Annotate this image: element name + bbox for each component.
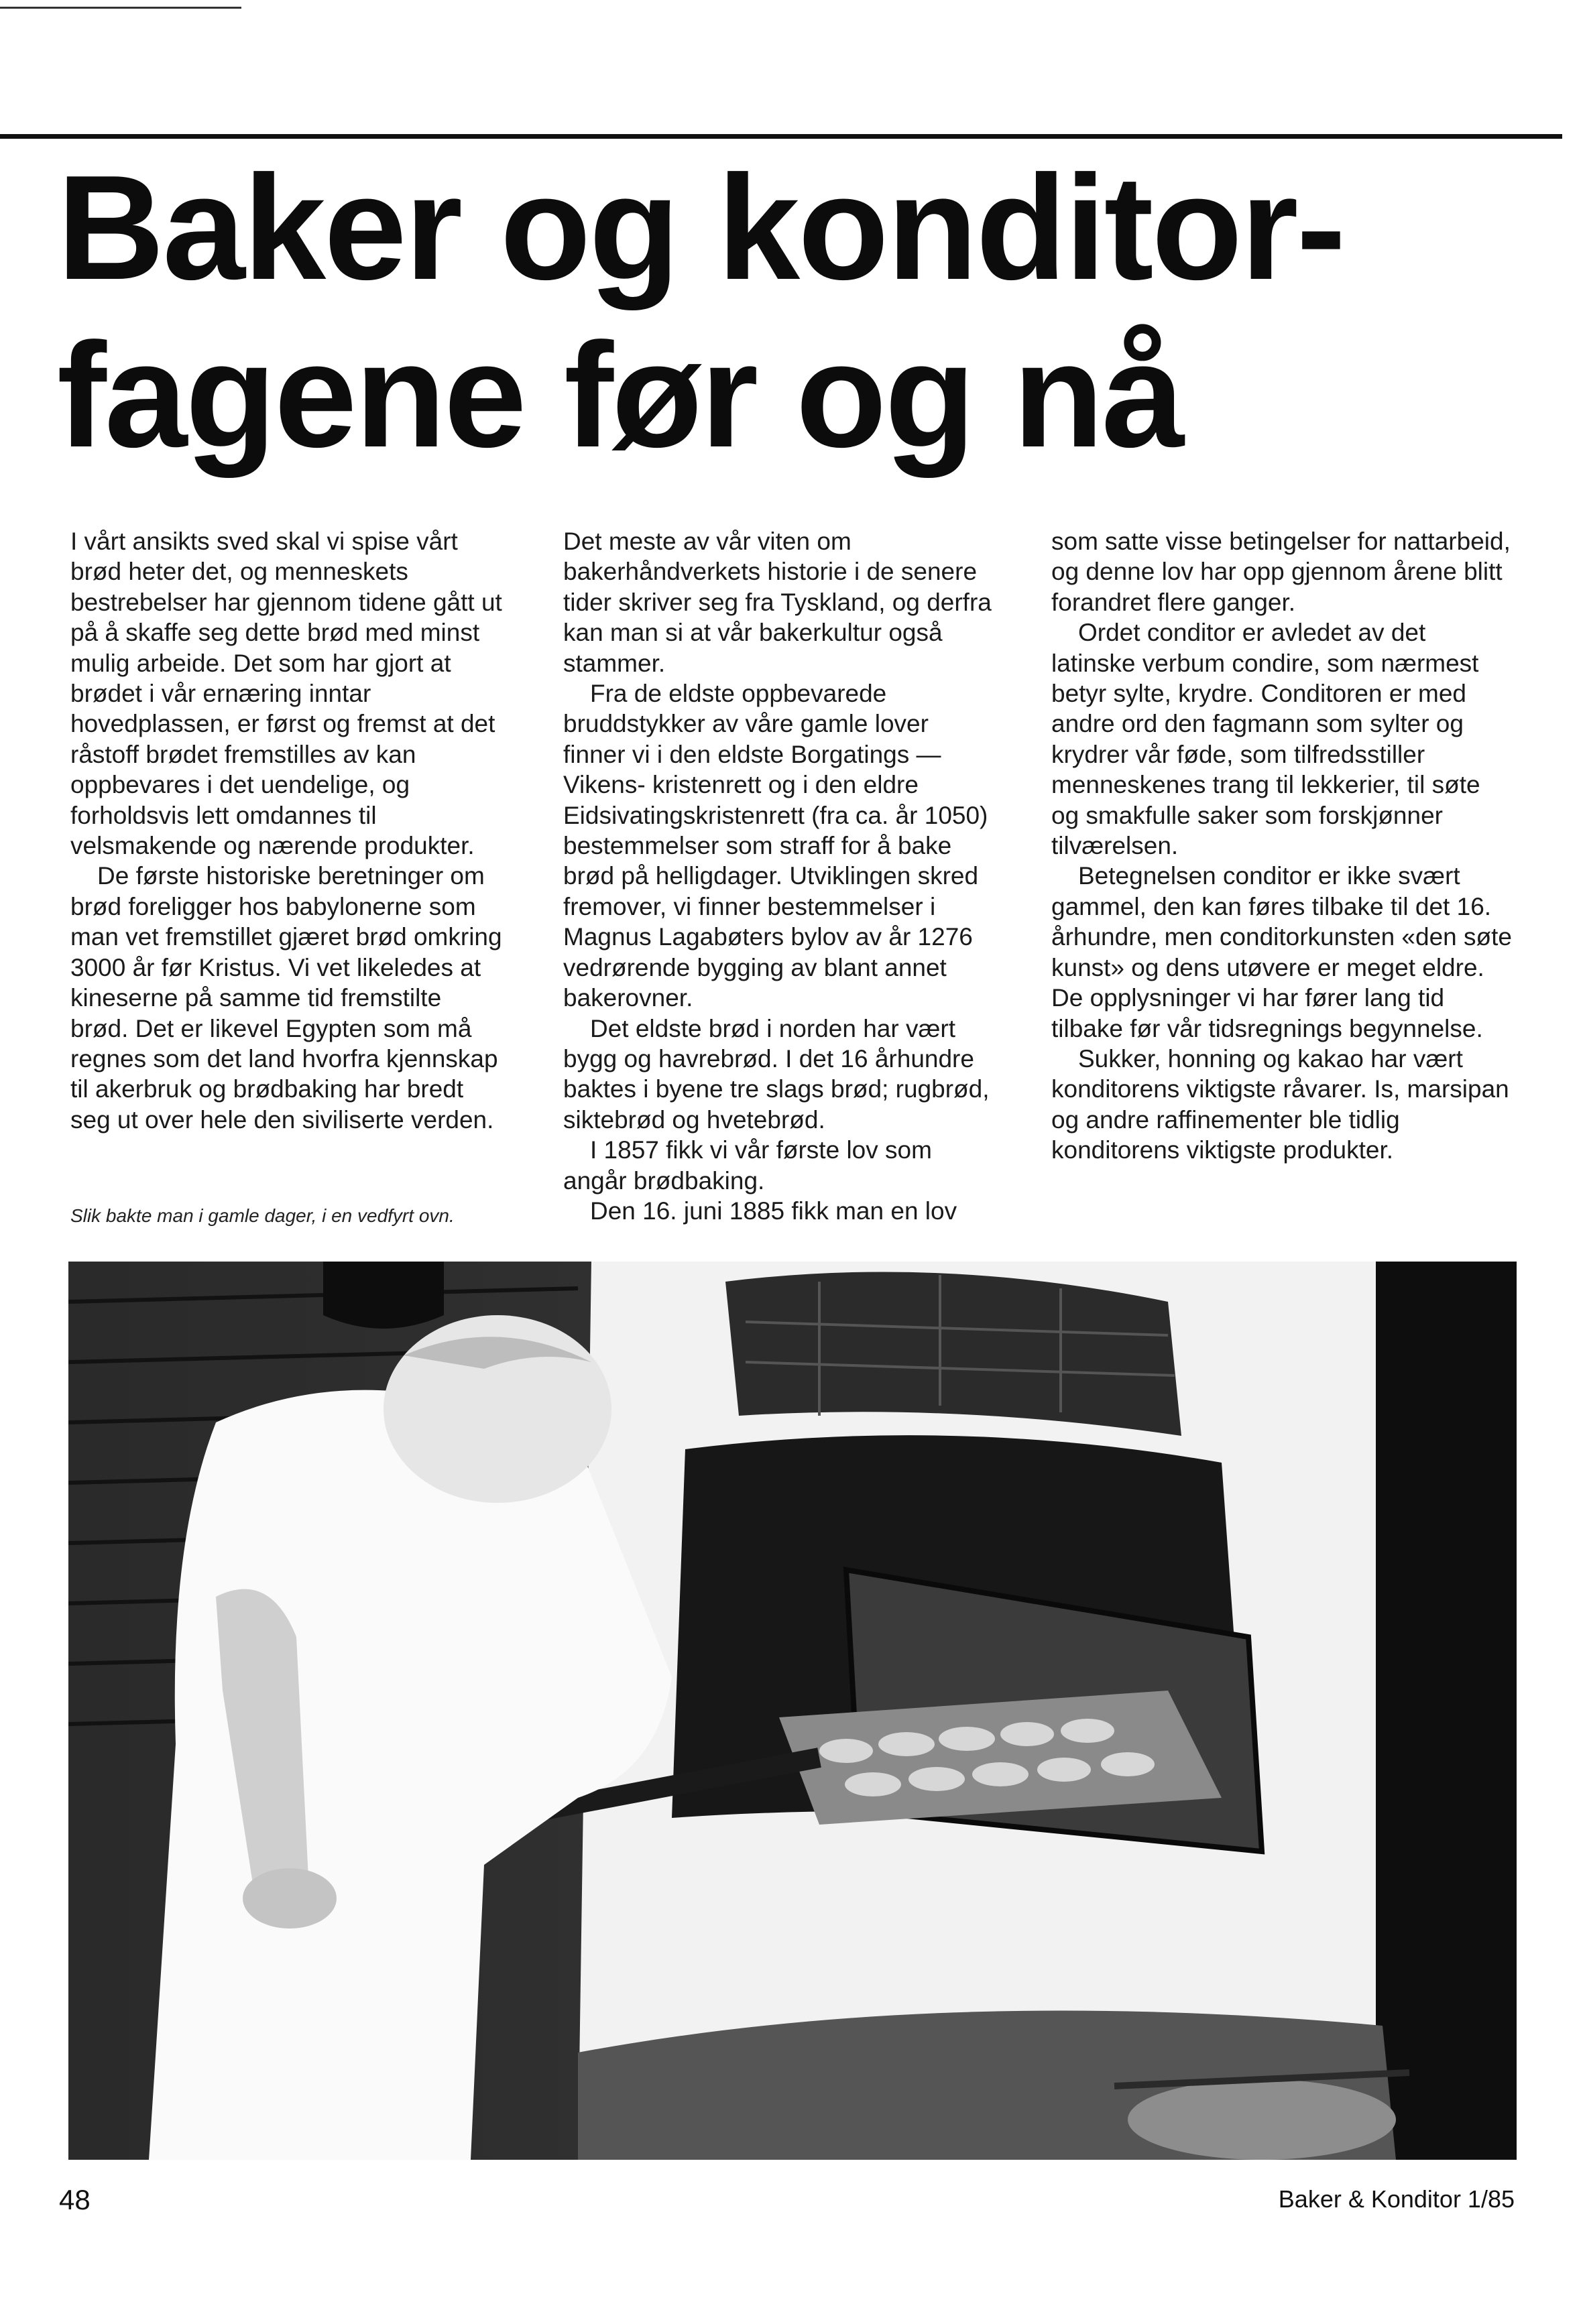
paragraph: Fra de eldste oppbevarede bruddstykker av våre gamle lover finner vi i den eldste Borgatings — Vikens- kristenrett og i den eldre Eidsivatingskristenrett (fra ca. år 1050) bestemmelser som straff for å bake brød på helligdager. Utviklingen skred fremover, vi finner bestemmelser i Magnus Lagabøters bylov av år 1276 vedrørende bygging av blant annet bakerovner. xyxy=(563,680,988,1012)
journal-issue: Baker & Konditor 1/85 xyxy=(1278,2185,1515,2213)
header-rule xyxy=(0,134,1562,139)
headline-line-2: fagene før og nå xyxy=(57,312,1183,479)
article-column-3 xyxy=(1051,526,1514,1166)
stovepipe xyxy=(1376,1262,1517,2160)
paragraph: Betegnelsen conditor er ikke svært gammel, den kan føres tilbake til det 16. århundre, men conditorkunsten «den søte kunst» og dens utøvere er meget eldre. De opplysninger vi har fører lang tid tilbake før vår tidsregnings begynnelse. xyxy=(1051,862,1512,1042)
headline-line-1: Baker og konditor- xyxy=(57,145,1344,311)
paragraph: som satte visse betingelser for nattarbeid, og denne lov har opp gjennom årene blitt forandret flere ganger. xyxy=(1051,528,1511,616)
article-column-2 xyxy=(563,526,992,1226)
paragraph: Det meste av vår viten om bakerhåndverkets historie i de senere tider skriver seg fra Tyskland, og derfra kan man si at vår bakerkultur også stammer. xyxy=(563,528,992,677)
baker-oven-photo xyxy=(68,1262,1517,2160)
baker-hand xyxy=(243,1868,337,1929)
page-number: 48 xyxy=(59,2184,91,2215)
paragraph: Det eldste brød i norden har vært bygg og havrebrød. I det 16 århundre baktes i byene tre slags brød; rugbrød, siktebrød og hvetebrød. xyxy=(563,1014,990,1134)
oven-arch xyxy=(725,1272,1181,1436)
hanging-cap xyxy=(323,1262,444,1329)
paragraph: Sukker, honning og kakao har vært konditorens viktigste råvarer. Is, marsipan og andre raffinementer ble tidlig konditorens viktigste produkter. xyxy=(1051,1044,1509,1164)
paragraph: I vårt ansikts sved skal vi spise vårt brød heter det, og menneskets bestrebelser har gjennom tidene gått ut på å skaffe seg dette brød med minst mulig arbeide. Det som har gjort at brødet i vår ernæring inntar hovedplassen, er først og fremst at det råstoff brødet fremstilles av kan oppbevares i det uendelige, og forholdsvis lett omdannes til velsmakende og nærende produkter. xyxy=(70,528,502,860)
paragraph: I 1857 fikk vi vår første lov som angår brødbaking. xyxy=(563,1136,932,1195)
firewood-log xyxy=(1128,2079,1396,2160)
photo-caption: Slik bakte man i gamle dager, i en vedfyrt ovn. xyxy=(70,1205,455,1226)
article-column-1 xyxy=(70,526,503,1135)
article-headline xyxy=(57,144,1532,479)
paragraph: Den 16. juni 1885 fikk man en lov xyxy=(590,1197,957,1225)
paragraph: Ordet conditor er avledet av det latinske verbum condire, som nærmest betyr sylte, krydre. Conditoren er med andre ord den fagmann som sylter og krydrer vår føde, som tilfredsstiller menneskenes trang til lekkerier, til søte og smakfulle saker som forskjønner tilværelsen. xyxy=(1051,619,1480,860)
paragraph: De første historiske beretninger om brød foreligger hos babylonerne som man vet fremstillet gjæret brød omkring 3000 år før Kristus. Vi vet likeledes at kineserne på samme tid fremstilte brød. Det er likevel Egypten som må regnes som det land hvorfra kjennskap til akerbruk og brødbaking har bredt seg ut over hele den siviliserte verden. xyxy=(70,862,502,1134)
top-left-rule xyxy=(0,7,241,9)
baker-oven-illustration xyxy=(68,1262,1517,2160)
